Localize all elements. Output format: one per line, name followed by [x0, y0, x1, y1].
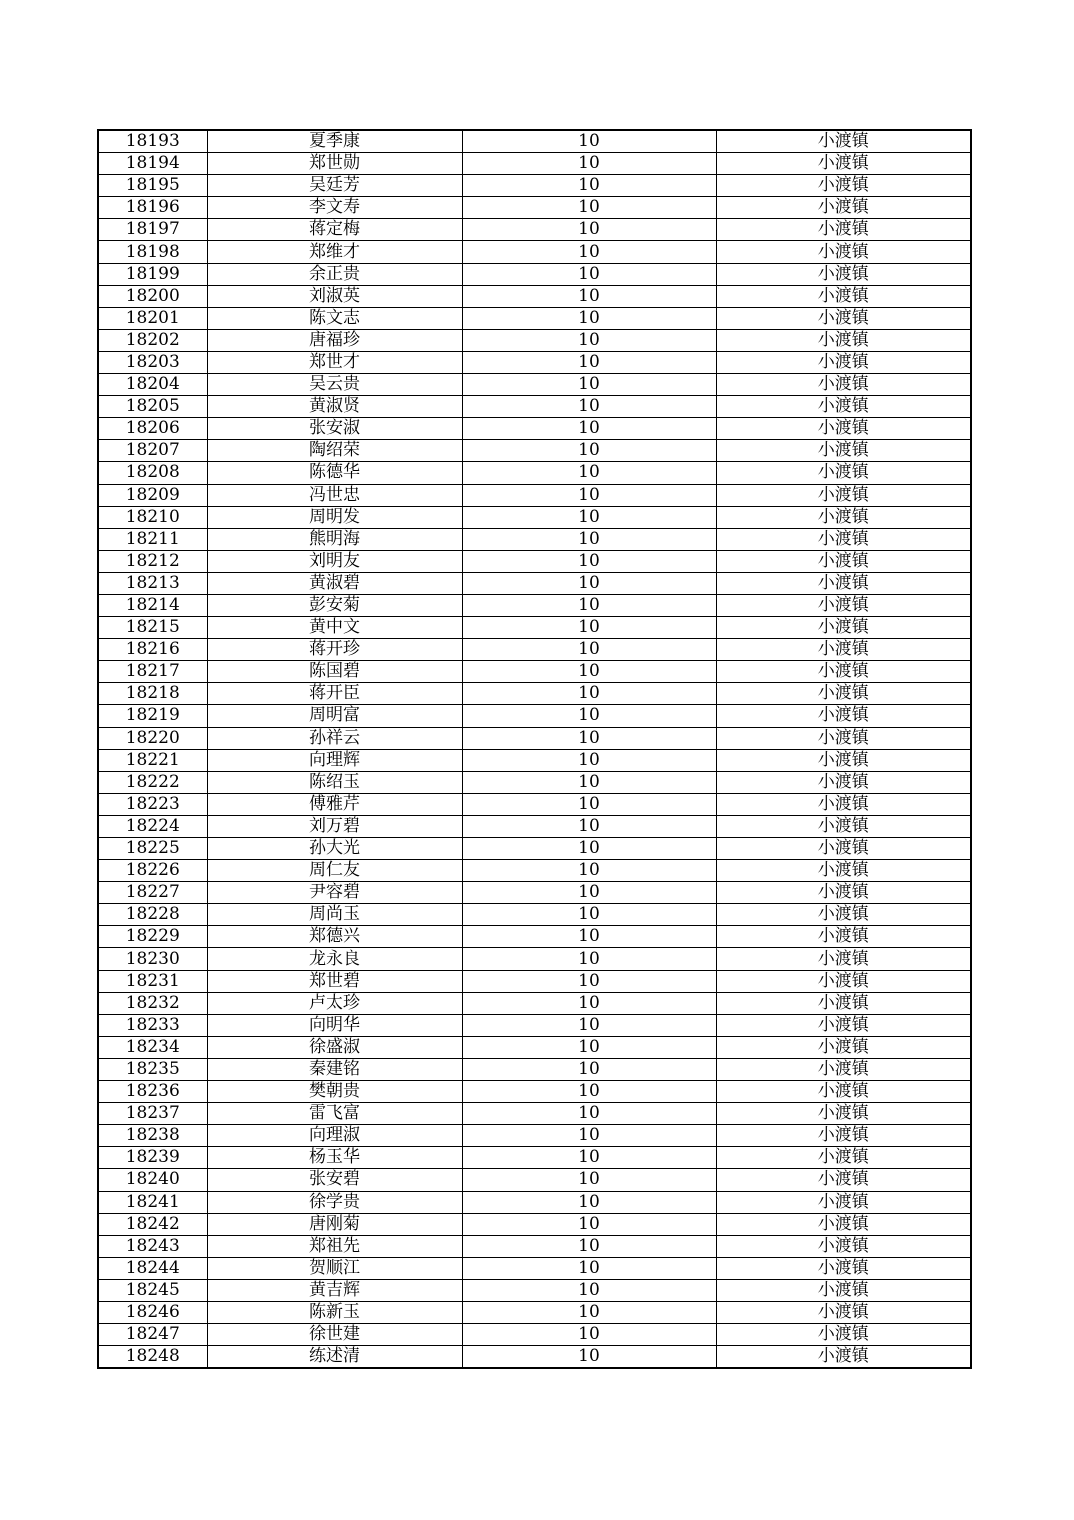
name-cell: 唐福珍: [207, 329, 462, 351]
table-row: [98, 219, 971, 241]
table-row: [98, 153, 971, 175]
table-row: [98, 130, 971, 153]
row-number-cell: 18202: [98, 329, 207, 351]
amount-cell: 10: [462, 1235, 716, 1257]
table-row: [98, 1147, 971, 1169]
name-cell: 徐学贵: [207, 1191, 462, 1213]
amount-cell: 10: [462, 992, 716, 1014]
town-cell: 小渡镇: [716, 904, 971, 926]
table-row: [98, 418, 971, 440]
town-cell: 小渡镇: [716, 374, 971, 396]
name-cell: 陈文志: [207, 307, 462, 329]
amount-cell: 10: [462, 594, 716, 616]
table-row: [98, 639, 971, 661]
table-row: [98, 1213, 971, 1235]
name-cell: 蒋定梅: [207, 219, 462, 241]
name-cell: 周尚玉: [207, 904, 462, 926]
town-cell: 小渡镇: [716, 683, 971, 705]
town-cell: 小渡镇: [716, 130, 971, 153]
table-row: [98, 793, 971, 815]
table-row: [98, 617, 971, 639]
name-cell: 徐世建: [207, 1324, 462, 1346]
amount-cell: 10: [462, 396, 716, 418]
name-cell: 龙永良: [207, 948, 462, 970]
town-cell: 小渡镇: [716, 263, 971, 285]
name-cell: 郑祖先: [207, 1235, 462, 1257]
town-cell: 小渡镇: [716, 705, 971, 727]
town-cell: 小渡镇: [716, 307, 971, 329]
amount-cell: 10: [462, 617, 716, 639]
town-cell: 小渡镇: [716, 1014, 971, 1036]
table-row: [98, 1081, 971, 1103]
name-cell: 傅雅芹: [207, 793, 462, 815]
row-number-cell: 18239: [98, 1147, 207, 1169]
name-cell: 陈国碧: [207, 661, 462, 683]
row-number-cell: 18245: [98, 1279, 207, 1301]
table-row: [98, 1301, 971, 1323]
row-number-cell: 18240: [98, 1169, 207, 1191]
name-cell: 陈新玉: [207, 1301, 462, 1323]
row-number-cell: 18195: [98, 175, 207, 197]
town-cell: 小渡镇: [716, 1279, 971, 1301]
table-row: [98, 815, 971, 837]
name-cell: 唐刚菊: [207, 1213, 462, 1235]
amount-cell: 10: [462, 285, 716, 307]
amount-cell: 10: [462, 484, 716, 506]
table-row: [98, 594, 971, 616]
town-cell: 小渡镇: [716, 219, 971, 241]
name-cell: 黄淑贤: [207, 396, 462, 418]
table-row: [98, 484, 971, 506]
amount-cell: 10: [462, 882, 716, 904]
amount-cell: 10: [462, 175, 716, 197]
town-cell: 小渡镇: [716, 506, 971, 528]
amount-cell: 10: [462, 1346, 716, 1369]
amount-cell: 10: [462, 661, 716, 683]
amount-cell: 10: [462, 1147, 716, 1169]
amount-cell: 10: [462, 1014, 716, 1036]
table-row: [98, 307, 971, 329]
name-cell: 郑世勋: [207, 153, 462, 175]
table-row: [98, 1058, 971, 1080]
amount-cell: 10: [462, 1213, 716, 1235]
amount-cell: 10: [462, 219, 716, 241]
name-cell: 蒋开珍: [207, 639, 462, 661]
table-row: [98, 1324, 971, 1346]
row-number-cell: 18224: [98, 815, 207, 837]
amount-cell: 10: [462, 815, 716, 837]
row-number-cell: 18221: [98, 749, 207, 771]
amount-cell: 10: [462, 1103, 716, 1125]
name-cell: 彭安菊: [207, 594, 462, 616]
amount-cell: 10: [462, 550, 716, 572]
name-cell: 冯世忠: [207, 484, 462, 506]
table-row: [98, 1169, 971, 1191]
town-cell: 小渡镇: [716, 1213, 971, 1235]
town-cell: 小渡镇: [716, 926, 971, 948]
town-cell: 小渡镇: [716, 153, 971, 175]
town-cell: 小渡镇: [716, 838, 971, 860]
row-number-cell: 18198: [98, 241, 207, 263]
name-cell: 李文寿: [207, 197, 462, 219]
amount-cell: 10: [462, 683, 716, 705]
amount-cell: 10: [462, 572, 716, 594]
row-number-cell: 18199: [98, 263, 207, 285]
table-row: [98, 550, 971, 572]
town-cell: 小渡镇: [716, 661, 971, 683]
row-number-cell: 18233: [98, 1014, 207, 1036]
name-cell: 吴廷芳: [207, 175, 462, 197]
name-cell: 熊明海: [207, 528, 462, 550]
amount-cell: 10: [462, 440, 716, 462]
row-number-cell: 18229: [98, 926, 207, 948]
table-row: [98, 771, 971, 793]
table-row: [98, 1036, 971, 1058]
amount-cell: 10: [462, 241, 716, 263]
amount-cell: 10: [462, 1279, 716, 1301]
row-number-cell: 18210: [98, 506, 207, 528]
table-row: [98, 1346, 971, 1369]
row-number-cell: 18244: [98, 1257, 207, 1279]
name-cell: 练述清: [207, 1346, 462, 1369]
name-cell: 郑世碧: [207, 970, 462, 992]
row-number-cell: 18228: [98, 904, 207, 926]
name-cell: 周明发: [207, 506, 462, 528]
name-cell: 杨玉华: [207, 1147, 462, 1169]
row-number-cell: 18227: [98, 882, 207, 904]
row-number-cell: 18218: [98, 683, 207, 705]
amount-cell: 10: [462, 970, 716, 992]
name-cell: 向明华: [207, 1014, 462, 1036]
row-number-cell: 18205: [98, 396, 207, 418]
town-cell: 小渡镇: [716, 1103, 971, 1125]
table-row: [98, 1279, 971, 1301]
row-number-cell: 18194: [98, 153, 207, 175]
row-number-cell: 18243: [98, 1235, 207, 1257]
name-cell: 尹容碧: [207, 882, 462, 904]
name-cell: 张安碧: [207, 1169, 462, 1191]
row-number-cell: 18247: [98, 1324, 207, 1346]
town-cell: 小渡镇: [716, 639, 971, 661]
table-row: [98, 396, 971, 418]
table-row: [98, 440, 971, 462]
name-cell: 郑维才: [207, 241, 462, 263]
row-number-cell: 18238: [98, 1125, 207, 1147]
amount-cell: 10: [462, 462, 716, 484]
row-number-cell: 18220: [98, 727, 207, 749]
town-cell: 小渡镇: [716, 351, 971, 373]
table-row: [98, 263, 971, 285]
row-number-cell: 18203: [98, 351, 207, 373]
name-cell: 张安淑: [207, 418, 462, 440]
town-cell: 小渡镇: [716, 793, 971, 815]
row-number-cell: 18242: [98, 1213, 207, 1235]
town-cell: 小渡镇: [716, 970, 971, 992]
amount-cell: 10: [462, 130, 716, 153]
row-number-cell: 18235: [98, 1058, 207, 1080]
name-cell: 黄中文: [207, 617, 462, 639]
town-cell: 小渡镇: [716, 1346, 971, 1369]
name-cell: 向理辉: [207, 749, 462, 771]
name-cell: 陈绍玉: [207, 771, 462, 793]
amount-cell: 10: [462, 727, 716, 749]
row-number-cell: 18246: [98, 1301, 207, 1323]
town-cell: 小渡镇: [716, 1147, 971, 1169]
name-cell: 卢太珍: [207, 992, 462, 1014]
amount-cell: 10: [462, 1036, 716, 1058]
name-cell: 夏季康: [207, 130, 462, 153]
roster-table: [97, 129, 972, 1369]
row-number-cell: 18193: [98, 130, 207, 153]
table-row: [98, 882, 971, 904]
table-row: [98, 926, 971, 948]
name-cell: 黄淑碧: [207, 572, 462, 594]
town-cell: 小渡镇: [716, 1125, 971, 1147]
amount-cell: 10: [462, 374, 716, 396]
town-cell: 小渡镇: [716, 815, 971, 837]
table-row: [98, 572, 971, 594]
amount-cell: 10: [462, 418, 716, 440]
name-cell: 孙大光: [207, 838, 462, 860]
town-cell: 小渡镇: [716, 396, 971, 418]
table-row: [98, 749, 971, 771]
town-cell: 小渡镇: [716, 1058, 971, 1080]
table-row: [98, 860, 971, 882]
town-cell: 小渡镇: [716, 1257, 971, 1279]
amount-cell: 10: [462, 1081, 716, 1103]
row-number-cell: 18234: [98, 1036, 207, 1058]
name-cell: 贺顺江: [207, 1257, 462, 1279]
row-number-cell: 18200: [98, 285, 207, 307]
row-number-cell: 18217: [98, 661, 207, 683]
town-cell: 小渡镇: [716, 462, 971, 484]
amount-cell: 10: [462, 307, 716, 329]
row-number-cell: 18207: [98, 440, 207, 462]
town-cell: 小渡镇: [716, 550, 971, 572]
row-number-cell: 18248: [98, 1346, 207, 1369]
amount-cell: 10: [462, 705, 716, 727]
table-row: [98, 374, 971, 396]
town-cell: 小渡镇: [716, 175, 971, 197]
name-cell: 刘明友: [207, 550, 462, 572]
table-row: [98, 1014, 971, 1036]
row-number-cell: 18212: [98, 550, 207, 572]
row-number-cell: 18216: [98, 639, 207, 661]
amount-cell: 10: [462, 948, 716, 970]
town-cell: 小渡镇: [716, 1235, 971, 1257]
town-cell: 小渡镇: [716, 1191, 971, 1213]
town-cell: 小渡镇: [716, 285, 971, 307]
roster-table-body: [98, 130, 971, 1368]
town-cell: 小渡镇: [716, 484, 971, 506]
table-row: [98, 1235, 971, 1257]
row-number-cell: 18206: [98, 418, 207, 440]
town-cell: 小渡镇: [716, 882, 971, 904]
table-row: [98, 197, 971, 219]
table-row: [98, 462, 971, 484]
amount-cell: 10: [462, 1301, 716, 1323]
name-cell: 徐盛淑: [207, 1036, 462, 1058]
town-cell: 小渡镇: [716, 241, 971, 263]
table-row: [98, 175, 971, 197]
name-cell: 陈德华: [207, 462, 462, 484]
row-number-cell: 18213: [98, 572, 207, 594]
town-cell: 小渡镇: [716, 1324, 971, 1346]
row-number-cell: 18204: [98, 374, 207, 396]
amount-cell: 10: [462, 1257, 716, 1279]
name-cell: 秦建铭: [207, 1058, 462, 1080]
row-number-cell: 18237: [98, 1103, 207, 1125]
amount-cell: 10: [462, 639, 716, 661]
table-row: [98, 661, 971, 683]
table-row: [98, 1125, 971, 1147]
town-cell: 小渡镇: [716, 771, 971, 793]
amount-cell: 10: [462, 197, 716, 219]
table-row: [98, 838, 971, 860]
town-cell: 小渡镇: [716, 594, 971, 616]
table-row: [98, 1257, 971, 1279]
name-cell: 周仁友: [207, 860, 462, 882]
name-cell: 陶绍荣: [207, 440, 462, 462]
table-row: [98, 1103, 971, 1125]
amount-cell: 10: [462, 1058, 716, 1080]
name-cell: 郑德兴: [207, 926, 462, 948]
name-cell: 刘万碧: [207, 815, 462, 837]
row-number-cell: 18215: [98, 617, 207, 639]
town-cell: 小渡镇: [716, 418, 971, 440]
row-number-cell: 18226: [98, 860, 207, 882]
name-cell: 孙祥云: [207, 727, 462, 749]
town-cell: 小渡镇: [716, 1301, 971, 1323]
row-number-cell: 18236: [98, 1081, 207, 1103]
table-row: [98, 970, 971, 992]
town-cell: 小渡镇: [716, 749, 971, 771]
row-number-cell: 18196: [98, 197, 207, 219]
table-row: [98, 948, 971, 970]
name-cell: 刘淑英: [207, 285, 462, 307]
town-cell: 小渡镇: [716, 528, 971, 550]
row-number-cell: 18197: [98, 219, 207, 241]
table-row: [98, 705, 971, 727]
row-number-cell: 18230: [98, 948, 207, 970]
town-cell: 小渡镇: [716, 992, 971, 1014]
town-cell: 小渡镇: [716, 1036, 971, 1058]
table-row: [98, 1191, 971, 1213]
row-number-cell: 18222: [98, 771, 207, 793]
table-row: [98, 992, 971, 1014]
table-row: [98, 351, 971, 373]
amount-cell: 10: [462, 329, 716, 351]
row-number-cell: 18232: [98, 992, 207, 1014]
name-cell: 余正贵: [207, 263, 462, 285]
row-number-cell: 18208: [98, 462, 207, 484]
amount-cell: 10: [462, 749, 716, 771]
town-cell: 小渡镇: [716, 948, 971, 970]
amount-cell: 10: [462, 528, 716, 550]
table-row: [98, 683, 971, 705]
row-number-cell: 18225: [98, 838, 207, 860]
name-cell: 樊朝贵: [207, 1081, 462, 1103]
town-cell: 小渡镇: [716, 1169, 971, 1191]
amount-cell: 10: [462, 793, 716, 815]
name-cell: 蒋开臣: [207, 683, 462, 705]
name-cell: 周明富: [207, 705, 462, 727]
amount-cell: 10: [462, 153, 716, 175]
name-cell: 吴云贵: [207, 374, 462, 396]
table-row: [98, 329, 971, 351]
name-cell: 雷飞富: [207, 1103, 462, 1125]
table-row: [98, 727, 971, 749]
table-row: [98, 904, 971, 926]
table-row: [98, 506, 971, 528]
amount-cell: 10: [462, 860, 716, 882]
name-cell: 向理淑: [207, 1125, 462, 1147]
amount-cell: 10: [462, 1191, 716, 1213]
row-number-cell: 18201: [98, 307, 207, 329]
amount-cell: 10: [462, 506, 716, 528]
amount-cell: 10: [462, 838, 716, 860]
town-cell: 小渡镇: [716, 572, 971, 594]
row-number-cell: 18241: [98, 1191, 207, 1213]
table-row: [98, 241, 971, 263]
town-cell: 小渡镇: [716, 860, 971, 882]
name-cell: 郑世才: [207, 351, 462, 373]
row-number-cell: 18223: [98, 793, 207, 815]
row-number-cell: 18214: [98, 594, 207, 616]
town-cell: 小渡镇: [716, 440, 971, 462]
amount-cell: 10: [462, 904, 716, 926]
amount-cell: 10: [462, 771, 716, 793]
town-cell: 小渡镇: [716, 617, 971, 639]
table-row: [98, 285, 971, 307]
town-cell: 小渡镇: [716, 727, 971, 749]
town-cell: 小渡镇: [716, 197, 971, 219]
amount-cell: 10: [462, 1125, 716, 1147]
amount-cell: 10: [462, 926, 716, 948]
name-cell: 黄吉辉: [207, 1279, 462, 1301]
table-row: [98, 528, 971, 550]
amount-cell: 10: [462, 1169, 716, 1191]
amount-cell: 10: [462, 351, 716, 373]
amount-cell: 10: [462, 1324, 716, 1346]
town-cell: 小渡镇: [716, 329, 971, 351]
row-number-cell: 18231: [98, 970, 207, 992]
row-number-cell: 18211: [98, 528, 207, 550]
town-cell: 小渡镇: [716, 1081, 971, 1103]
row-number-cell: 18219: [98, 705, 207, 727]
amount-cell: 10: [462, 263, 716, 285]
row-number-cell: 18209: [98, 484, 207, 506]
